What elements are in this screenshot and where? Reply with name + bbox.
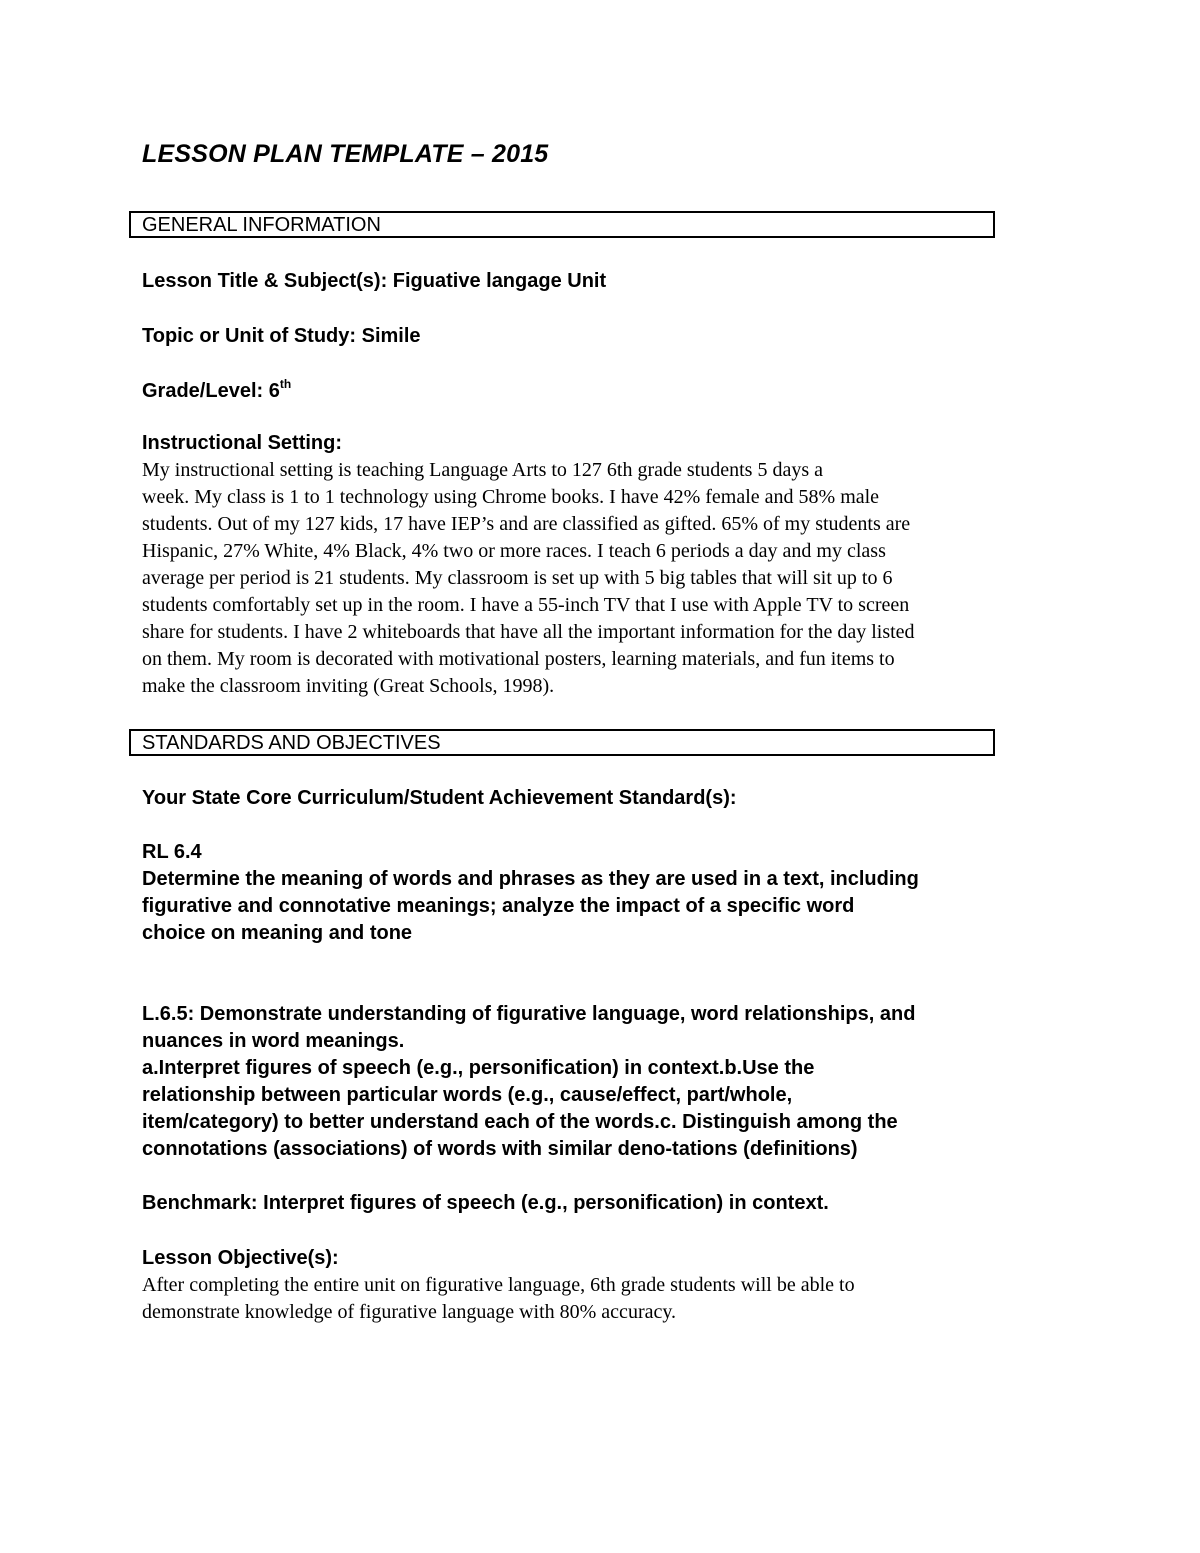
document-title: LESSON PLAN TEMPLATE – 2015 [142, 140, 549, 168]
grade-level-superscript: th [279, 377, 292, 391]
section-header-general-information: GENERAL INFORMATION [129, 211, 995, 238]
setting-line: Hispanic, 27% White, 4% Black, 4% two or more races. I teach 6 periods a day and my class [142, 540, 886, 562]
objective-line: demonstrate knowledge of figurative language with 80% accuracy. [142, 1301, 677, 1323]
lesson-objective-label: Lesson Objective(s): [142, 1247, 339, 1269]
rl-line: choice on meaning and tone [142, 922, 413, 944]
rl-line: figurative and connotative meanings; analyze the impact of a specific word [142, 895, 855, 917]
setting-line: students. Out of my 127 kids, 17 have IEP’s and are classified as gifted. 65% of my students are [142, 513, 911, 535]
section-header-standards-objectives: STANDARDS AND OBJECTIVES [129, 729, 995, 756]
lesson-objective-paragraph [142, 1272, 1062, 1326]
setting-line: students comfortably set up in the room. I have a 55-inch TV that I use with Apple TV to screen [142, 594, 910, 616]
setting-line: week. My class is 1 to 1 technology using Chrome books. I have 42% female and 58% male [142, 486, 880, 508]
topic-line: Topic or Unit of Study: Simile [142, 325, 421, 347]
l-standard-line: relationship between particular words (e.g., cause/effect, part/whole, [142, 1084, 793, 1106]
lesson-title-line: Lesson Title & Subject(s): Figuative langage Unit [142, 270, 607, 292]
l-standard-line: nuances in word meanings. [142, 1030, 405, 1052]
l-standard-line: L.6.5: Demonstrate understanding of figurative language, word relationships, and [142, 1003, 916, 1025]
instructional-setting-label: Instructional Setting: [142, 432, 342, 454]
l-standard-line: item/category) to better understand each of the words.c. Distinguish among the [142, 1111, 898, 1133]
setting-line: share for students. I have 2 whiteboards that have all the important information for the day listed [142, 621, 915, 643]
setting-line: average per period is 21 students. My classroom is set up with 5 big tables that will sit up to 6 [142, 567, 893, 589]
setting-line: My instructional setting is teaching Language Arts to 127 6th grade students 5 days a [142, 459, 823, 481]
rl-line: Determine the meaning of words and phrases as they are used in a text, including [142, 868, 919, 890]
core-curriculum-label: Your State Core Curriculum/Student Achievement Standard(s): [142, 787, 737, 809]
instructional-setting-paragraph [142, 457, 1062, 700]
l-standard-line: a.Interpret figures of speech (e.g., personification) in context.b.Use the [142, 1057, 815, 1079]
setting-line: make the classroom inviting (Great Schools, 1998). [142, 675, 555, 697]
l-standard-description [142, 1001, 1067, 1163]
rl-standard-description [142, 866, 1067, 947]
grade-level-text: Grade/Level: 6 [142, 380, 280, 402]
grade-level-line [142, 378, 291, 405]
benchmark-line: Benchmark: Interpret figures of speech (e.g., personification) in context. [142, 1192, 829, 1214]
setting-line: on them. My room is decorated with motivational posters, learning materials, and fun items to [142, 648, 895, 670]
l-standard-line: connotations (associations) of words with similar deno-tations (definitions) [142, 1138, 858, 1160]
objective-line: After completing the entire unit on figurative language, 6th grade students will be able to [142, 1274, 855, 1296]
rl-standard-code: RL 6.4 [142, 841, 202, 863]
